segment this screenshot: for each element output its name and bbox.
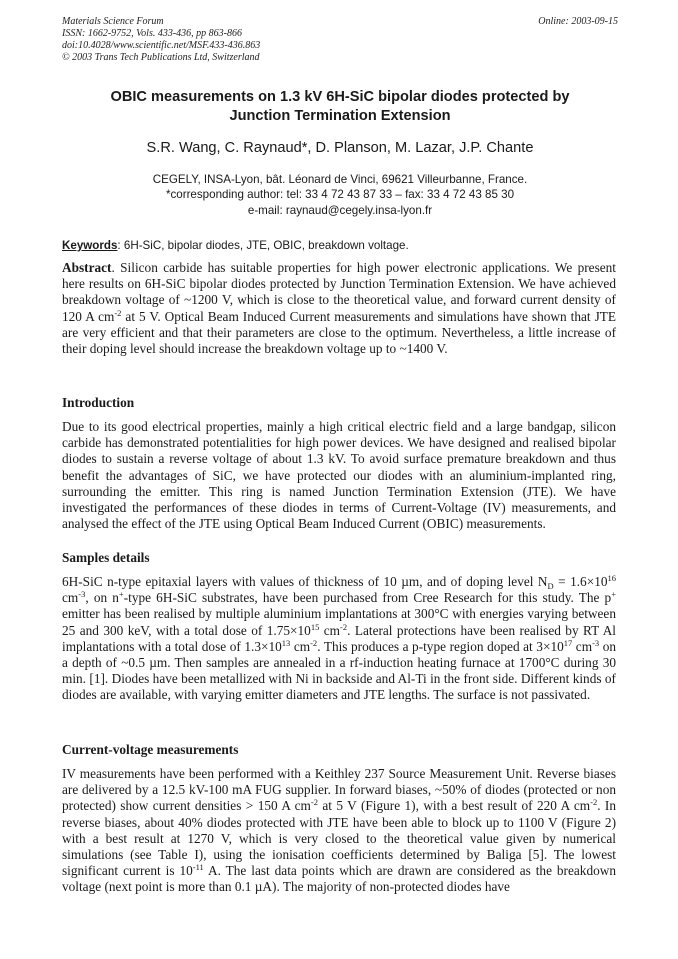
samples-text: cm [62, 590, 79, 606]
samples-text: cm [319, 622, 340, 638]
samples-text: = 1.6×10 [553, 574, 608, 589]
title-line-1: OBIC measurements on 1.3 kV 6H-SiC bipolar diodes protected by [110, 89, 570, 105]
introduction-heading: Introduction [62, 395, 135, 410]
journal-name: Materials Science Forum [62, 16, 164, 27]
iv-paragraph [62, 766, 616, 896]
abstract-sup-1: -2 [114, 307, 122, 318]
samples-text: . Lateral protections have been realised by RT Al implantations with a total dose of 1.3×10 [62, 622, 616, 654]
corresponding-author: *corresponding author: tel: 33 4 72 43 87 33 – fax: 33 4 72 43 85 30 [165, 188, 515, 202]
samples-sup: -3 [592, 637, 600, 648]
header-cut-line [62, 64, 618, 70]
iv-text: . In reverse biases, about 40% diodes protected with JTE have been able to block up to 1100 V (Figure 2) with a best result at 1270 V, which is very closed to the theoretical value given by numerical simulations (see Table I), using the ionisation coefficients determined by Baliga [5]. The lowest significant current is 10 [62, 798, 617, 879]
samples-sup: + [118, 589, 124, 600]
samples-sup: 15 [310, 621, 320, 632]
samples-sup: + [611, 589, 617, 600]
samples-sup: 17 [563, 637, 573, 648]
samples-paragraph [62, 574, 616, 704]
title-line-2: Junction Termination Extension [229, 108, 451, 124]
affiliation-address: CEGELY, INSA-Lyon, bât. Léonard de Vinci, 69621 Villeurbanne, France. [152, 173, 528, 186]
paper-title [62, 88, 618, 126]
online-date: Online: 2003-09-15 [538, 16, 618, 27]
samples-sup: 13 [281, 637, 291, 648]
iv-sup: -2 [310, 797, 318, 808]
samples-sup: 16 [607, 573, 616, 583]
samples-text: -type 6H-SiC substrates, have been purchased from Cree Research for this study. The p [123, 590, 612, 606]
iv-text: IV measurements have been performed with a Keithley 237 Source Measurement Unit. Reverse biases are delivered by a 12.5 kV-100 mA FUG supplier. In forward biases, ~50% of diodes (protected or non protected) show current densities > 150 A cm [62, 766, 616, 814]
abstract-label: Abstract [62, 260, 112, 275]
keywords-label: Keywords [62, 239, 118, 252]
author-email: e-mail: raynaud@cegely.insa-lyon.fr [247, 203, 433, 217]
samples-text: on a depth of ~0.5 µm. Then samples are annealed in a rf-induction heating furnace at 1700°C during 30 min. [1]. Diodes have been metallized with Ni in backside and Al-Ti in the front side. Different kinds of diodes are available, with varying emitter diameters and JTE lengths. The surface is not passivated. [62, 638, 617, 703]
samples-sup: -2 [310, 637, 318, 648]
keywords-colon: : [117, 239, 121, 252]
abstract-paragraph [62, 260, 616, 357]
iv-sup: -11 [192, 862, 204, 873]
samples-heading: Samples details [62, 550, 150, 565]
samples-text: . This produces a p-type region doped at 3×10 [317, 638, 564, 654]
keywords-text: 6H-SiC, bipolar diodes, JTE, OBIC, breakdown voltage. [120, 239, 409, 252]
samples-text: cm [572, 638, 593, 654]
samples-sup: -2 [340, 621, 348, 632]
journal-header [62, 16, 618, 70]
abstract-text-2: at 5 V. Optical Beam Induced Current measurements and simulations have shown that JTE are very efficient and that their parameters are close to the optimum. Nevertheless, a little increase of their doping level should increase the breakdown voltage up to ~1400 V. [62, 308, 616, 357]
copyright-line: © 2003 Trans Tech Publications Ltd, Switzerland [62, 52, 260, 63]
samples-sub: D [547, 581, 554, 591]
affiliation-block [62, 172, 618, 218]
samples-text: cm [290, 638, 311, 654]
iv-text: at 5 V (Figure 1), with a best result of 220 A cm [317, 798, 591, 814]
keywords-line [62, 238, 618, 253]
author-list: S.R. Wang, C. Raynaud*, D. Planson, M. Lazar, J.P. Chante [146, 140, 534, 156]
issn-line: ISSN: 1662-9752, Vols. 433-436, pp 863-866 [62, 28, 242, 39]
iv-sup: -2 [590, 797, 598, 808]
abstract-text-1: . Silicon carbide has suitable properties for high power electronic applications. We present here results on 6H-SiC bipolar diodes protected by Junction Termination Extension. We have achieved breakdown voltage of ~1200 V, which is close to the theoretical value, and forward current density of 120 A cm [62, 260, 616, 324]
introduction-paragraph: Due to its good electrical properties, mainly a high critical electric field and a large bandgap, silicon carbide has demonstrated potentialities for high power devices. We have designed and realised bipolar diodes to sustain a reverse voltage of about 1.3 kV. To avoid surface premature breakdown and thus benefit the advantages of SiC, we have protected our diodes with an aluminium-implanted ring, surrounding the emitter. This ring is named Junction Termination Extension (JTE). We have investigated the performances of these diodes in terms of Current-Voltage (IV) measurements, and analysed the effect of the JTE using Optical Beam Induced Current (OBIC) measurements. [62, 419, 616, 532]
samples-text: 6H-SiC n-type epitaxial layers with values of thickness of 10 µm, and of doping level N [62, 574, 548, 589]
samples-text: , on n [85, 590, 119, 606]
samples-text: emitter has been realised by multiple aluminium implantations at 300°C with energies varying between 25 and 300 keV, with a total dose of 1.75×10 [62, 606, 616, 638]
iv-text: A. The last data points which are drawn are considered as the breakdown voltage (next point is more than 0.1 µA). The majority of non-protected diodes have [62, 863, 616, 895]
iv-heading: Current-voltage measurements [62, 742, 239, 757]
doi-line: doi:10.4028/www.scientific.net/MSF.433-436.863 [62, 40, 261, 51]
samples-sup: -3 [78, 589, 86, 600]
